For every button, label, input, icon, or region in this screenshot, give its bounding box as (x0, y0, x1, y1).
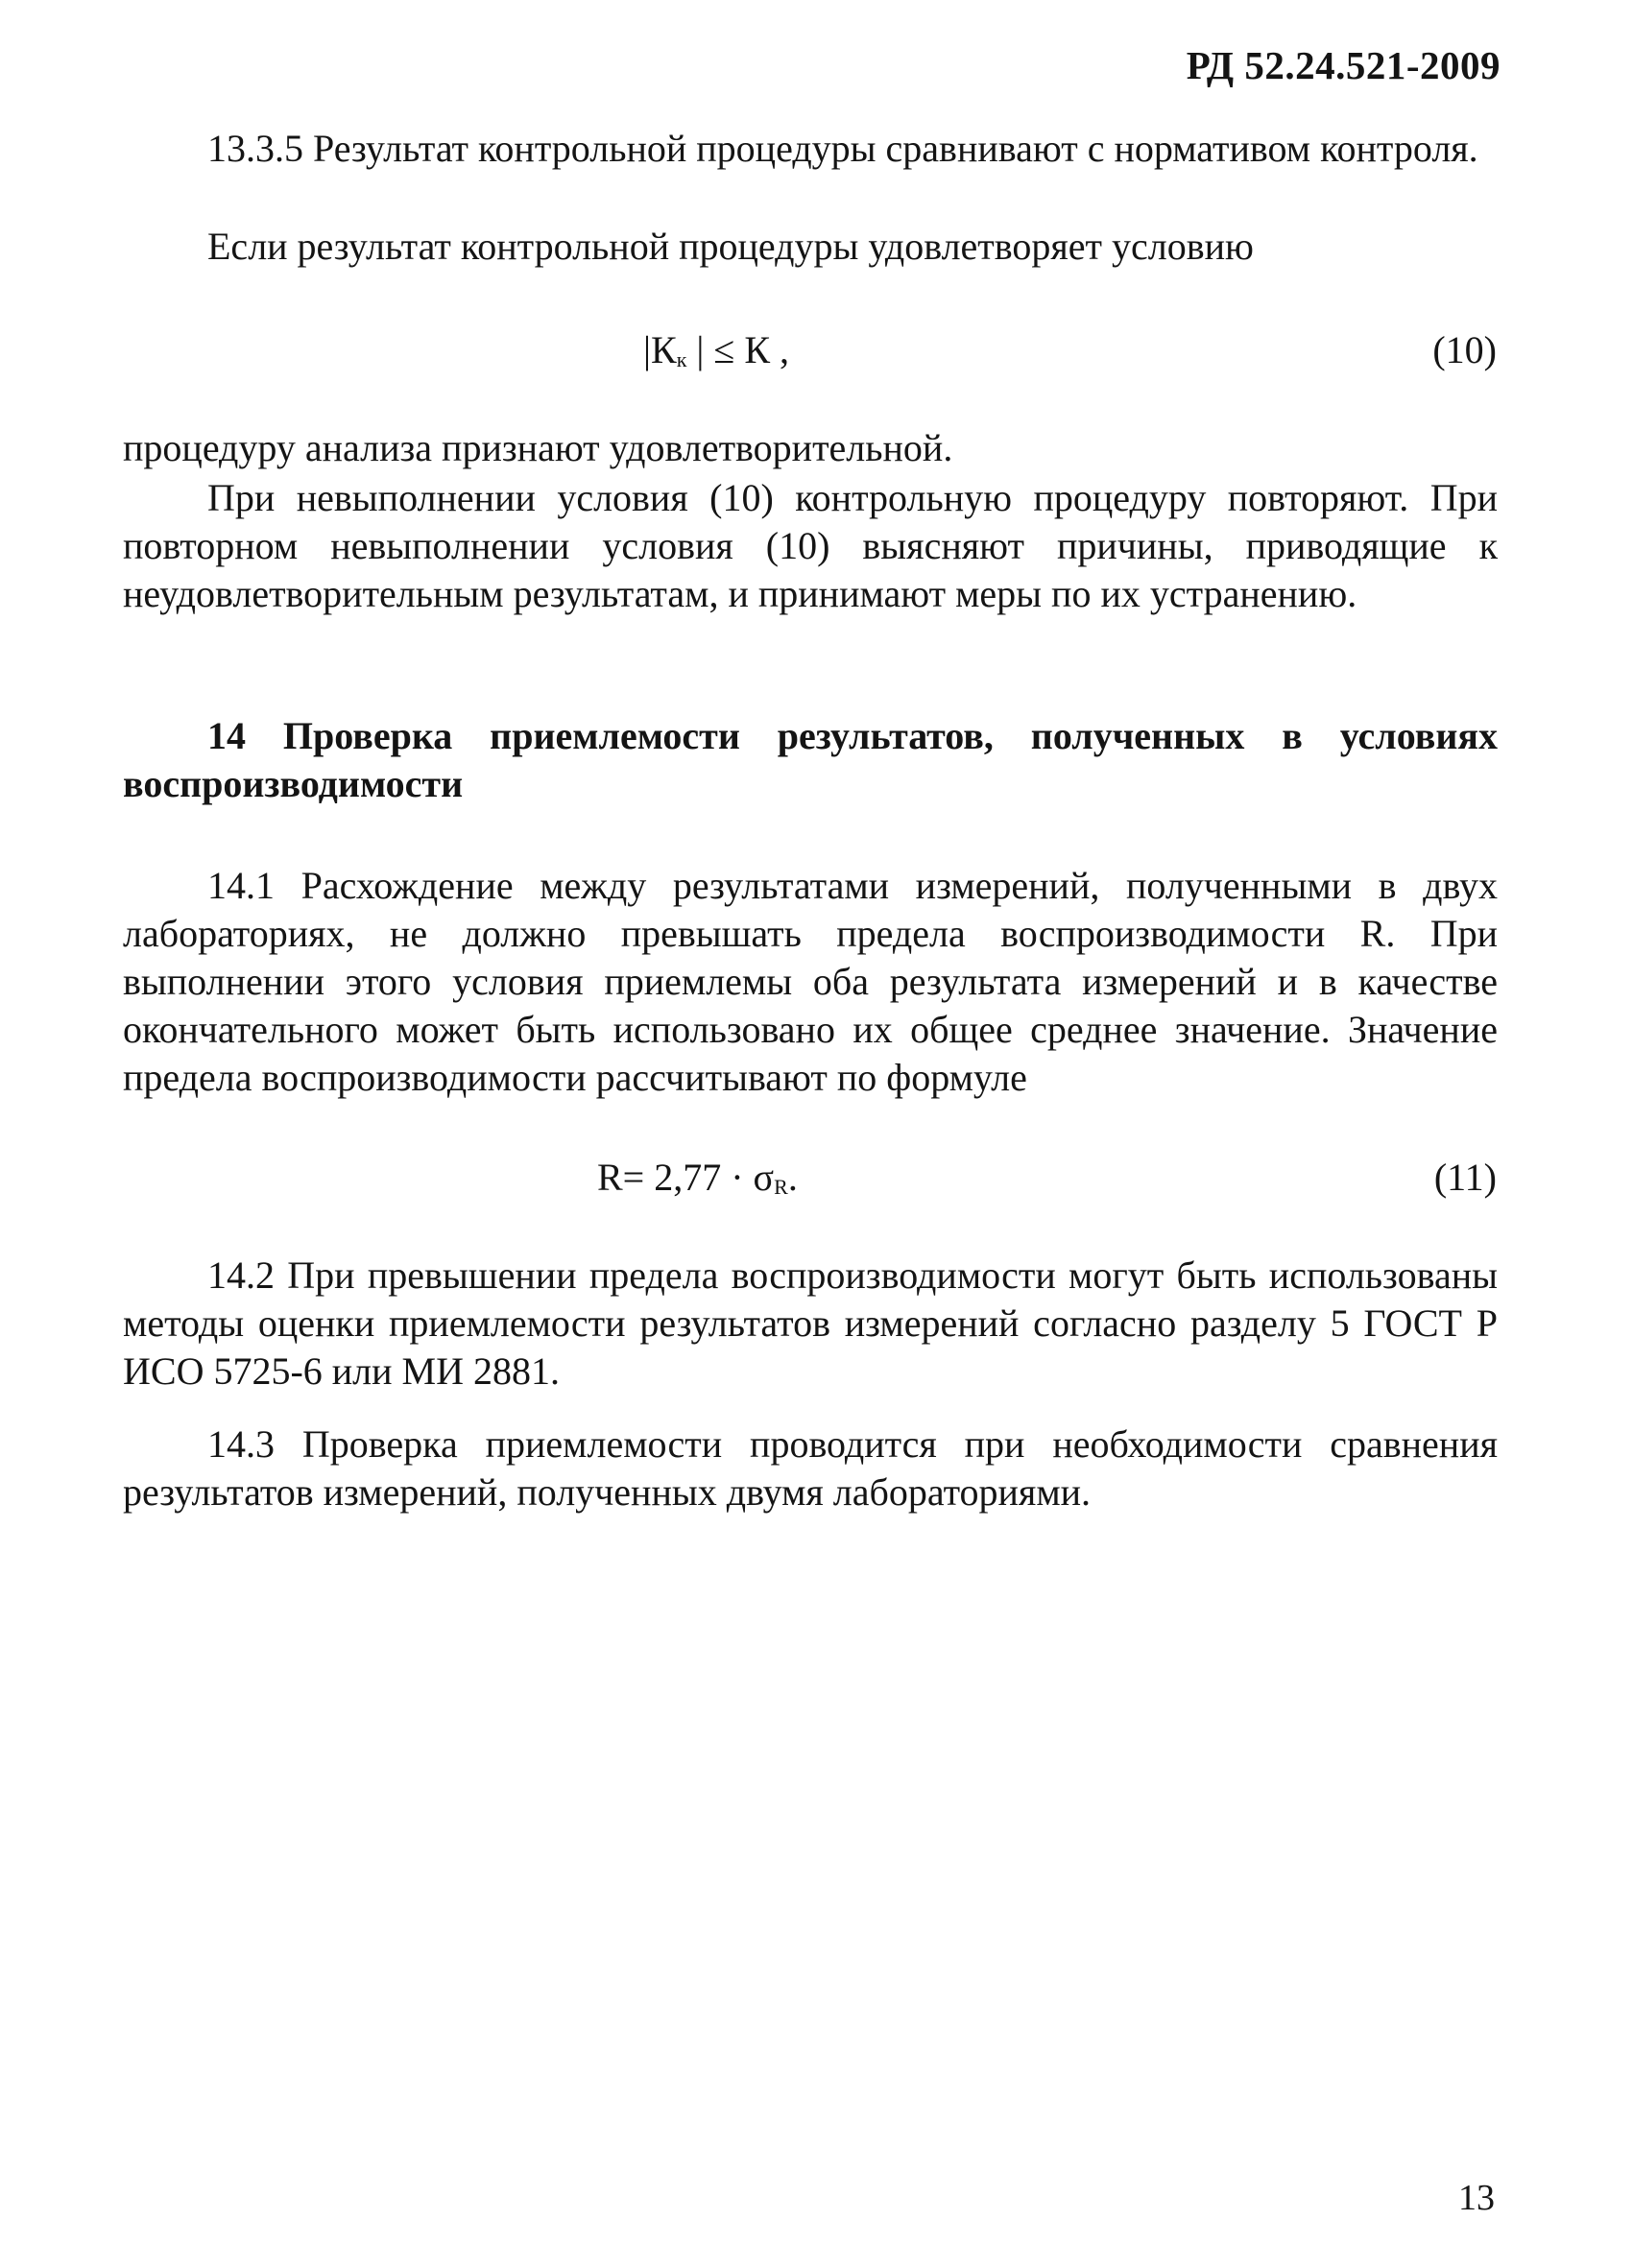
paragraph-14-1: 14.1 Расхождение между результатами измерений, полученными в двух лабораториях, не должно превышать предела воспроизводимости R. При выполнении этого условия приемлемы оба результата измерений и в качестве окончательного может быть использовано их общее среднее значение. Значение предела воспроизводимости рассчитывают по формуле (123, 864, 1498, 1099)
page-number: 13 (1458, 2178, 1495, 2218)
formula-10 (643, 326, 789, 384)
paragraph-condition-intro: Если результат контрольной процедуры удовлетворяет условию (207, 225, 1254, 268)
formula-11-subscript: R (774, 1175, 788, 1199)
paragraph-14-3: 14.3 Проверка приемлемости проводится при необходимости сравнения результатов измерений, полученных двумя лабораториями. (123, 1422, 1498, 1514)
formula-10-subscript: к (676, 347, 687, 371)
equation-number-11: (11) (1433, 1156, 1497, 1199)
formula-10-lhs-open: |К (643, 328, 677, 371)
paragraph-procedure-satisfactory: процедуру анализа признают удовлетворительной. (123, 426, 953, 469)
paragraph-repeat-procedure: При невыполнении условия (10) контрольную процедуру повторяют. При повторном невыполнении условия (10) выясняют причины, приводящие к неудовлетворительным результатам, и принимают меры по их устранению. (123, 476, 1498, 615)
formula-11 (597, 1154, 798, 1211)
formula-11-main: R= 2,77 · σ (597, 1156, 775, 1199)
equation-number-10: (10) (1432, 328, 1497, 371)
formula-10-lhs-rest: | ≤ К , (686, 328, 790, 371)
paragraph-13-3-5: 13.3.5 Результат контрольной процедуры сравнивают с нормативом контроля. (207, 127, 1478, 170)
formula-11-tail: . (787, 1156, 798, 1199)
section-14-heading: 14 Проверка приемлемости результатов, полученных в условиях воспроизводимости (123, 714, 1498, 805)
document-code-header: РД 52.24.521-2009 (1186, 43, 1501, 87)
paragraph-14-2: 14.2 При превышении предела воспроизводимости могут быть использованы методы оценки приемлемости результатов измерений согласно разделу 5 ГОСТ Р ИСО 5725-6 или МИ 2881. (123, 1253, 1498, 1393)
